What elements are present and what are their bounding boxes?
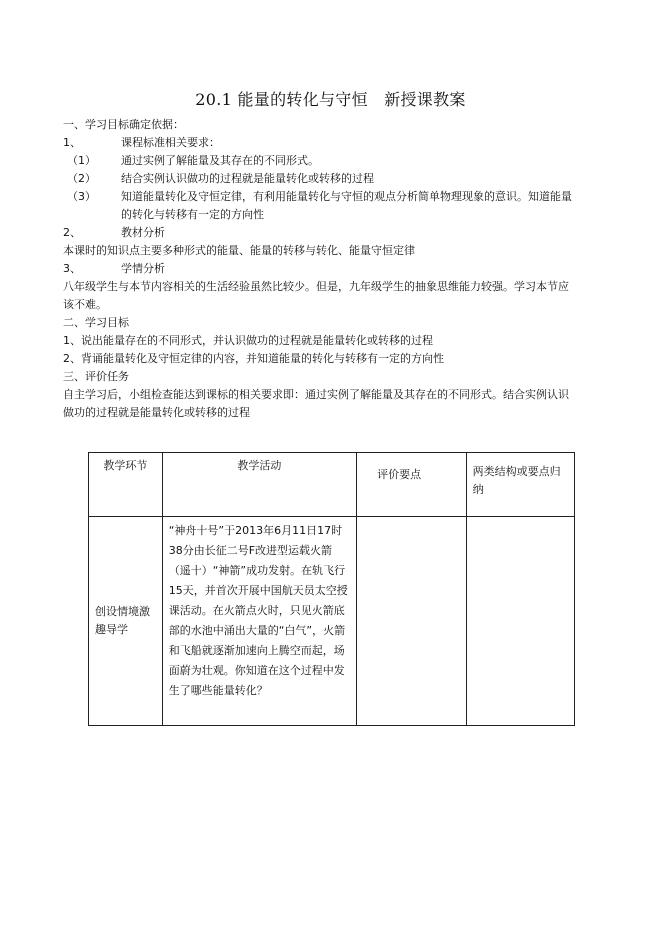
evaluation-cell — [357, 517, 466, 726]
standard-item-2-number: （2） — [67, 172, 96, 185]
header-activity: 教学活动 — [162, 453, 356, 517]
textbook-analysis-text: 本课时的知识点主要多种形式的能量、能量的转移与转化、能量守恒定律 — [63, 244, 415, 257]
standard-item-3-text: 知道能量转化及守恒定律，有利用能量转化与守恒的观点分析简单物理现象的意识。知道能量 — [121, 190, 572, 203]
sub1-number: 1、 — [63, 136, 81, 149]
summary-cell — [466, 517, 574, 726]
table-header-row — [89, 453, 575, 517]
section2-heading: 二、学习目标 — [63, 316, 129, 329]
stage-text: 创设情境激趣导学 — [95, 605, 150, 636]
student-analysis-text-2: 该不难。 — [63, 298, 107, 311]
learning-goal-1: 1、说出能量存在的不同形式，并认识做功的过程就是能量转化或转移的过程 — [63, 334, 433, 347]
stage-cell — [89, 517, 163, 726]
standard-item-1-text: 通过实例了解能量及其存在的不同形式。 — [121, 154, 319, 167]
learning-goal-2: 2、背诵能量转化及守恒定律的内容，并知道能量的转化与转移有一定的方向性 — [63, 352, 444, 365]
student-analysis-text-1: 八年级学生与本节内容相关的生活经验虽然比较少。但是，九年级学生的抽象思维能力较强。学习本节应 — [63, 280, 569, 293]
standard-item-2 — [63, 170, 600, 188]
teaching-table — [88, 452, 575, 726]
header-summary: 两类结构或要点归纳 — [466, 453, 574, 517]
evaluation-task-text-2: 做功的过程就是能量转化或转移的过程 — [63, 406, 250, 419]
header-evaluation: 评价要点 — [357, 453, 466, 517]
evaluation-task-text-1: 自主学习后，小组检查能达到课标的相关要求即：通过实例了解能量及其存在的不同形式。结合实例认识 — [63, 388, 569, 401]
activity-text: “神舟十号”于2013年6月11日17时38分由长征二号F改进型运载火箭（遥十）“神箭”成功发射。在轨飞行15天，并首次开展中国航天员太空授课活动。在火箭点火时，只见火箭底部的水池中涌出大量的“白气”，火箭和飞船就逐渐加速向上腾空而起，场面蔚为壮观。你知道在这个过程中发生了哪些能量转化？ — [168, 524, 348, 697]
sub3-label: 学情分析 — [121, 262, 165, 275]
header-stage: 教学环节 — [89, 453, 163, 517]
table-row — [89, 517, 575, 726]
standard-item-3-number: （3） — [67, 190, 96, 203]
page-title: 20.1 能量的转化与守恒 新授课教案 — [195, 90, 466, 109]
section1-sub3 — [63, 260, 600, 278]
standard-item-3-continued: 的转化与转移有一定的方向性 — [121, 208, 264, 221]
sub1-label: 课程标准相关要求： — [121, 136, 220, 149]
section1-sub1 — [63, 134, 600, 152]
standard-item-1 — [63, 152, 600, 170]
sub3-number: 3、 — [63, 262, 81, 275]
standard-item-2-text: 结合实例认识做功的过程就是能量转化或转移的过程 — [121, 172, 374, 185]
section1-sub2 — [63, 224, 600, 242]
standard-item-1-number: （1） — [67, 154, 96, 167]
sub2-label: 教材分析 — [121, 226, 165, 239]
section1-heading: 一、学习目标确定依据： — [63, 118, 184, 131]
sub2-number: 2、 — [63, 226, 81, 239]
standard-item-3 — [63, 188, 600, 206]
activity-cell — [162, 517, 356, 726]
lesson-content — [63, 116, 600, 422]
section3-heading: 三、评价任务 — [63, 370, 129, 383]
